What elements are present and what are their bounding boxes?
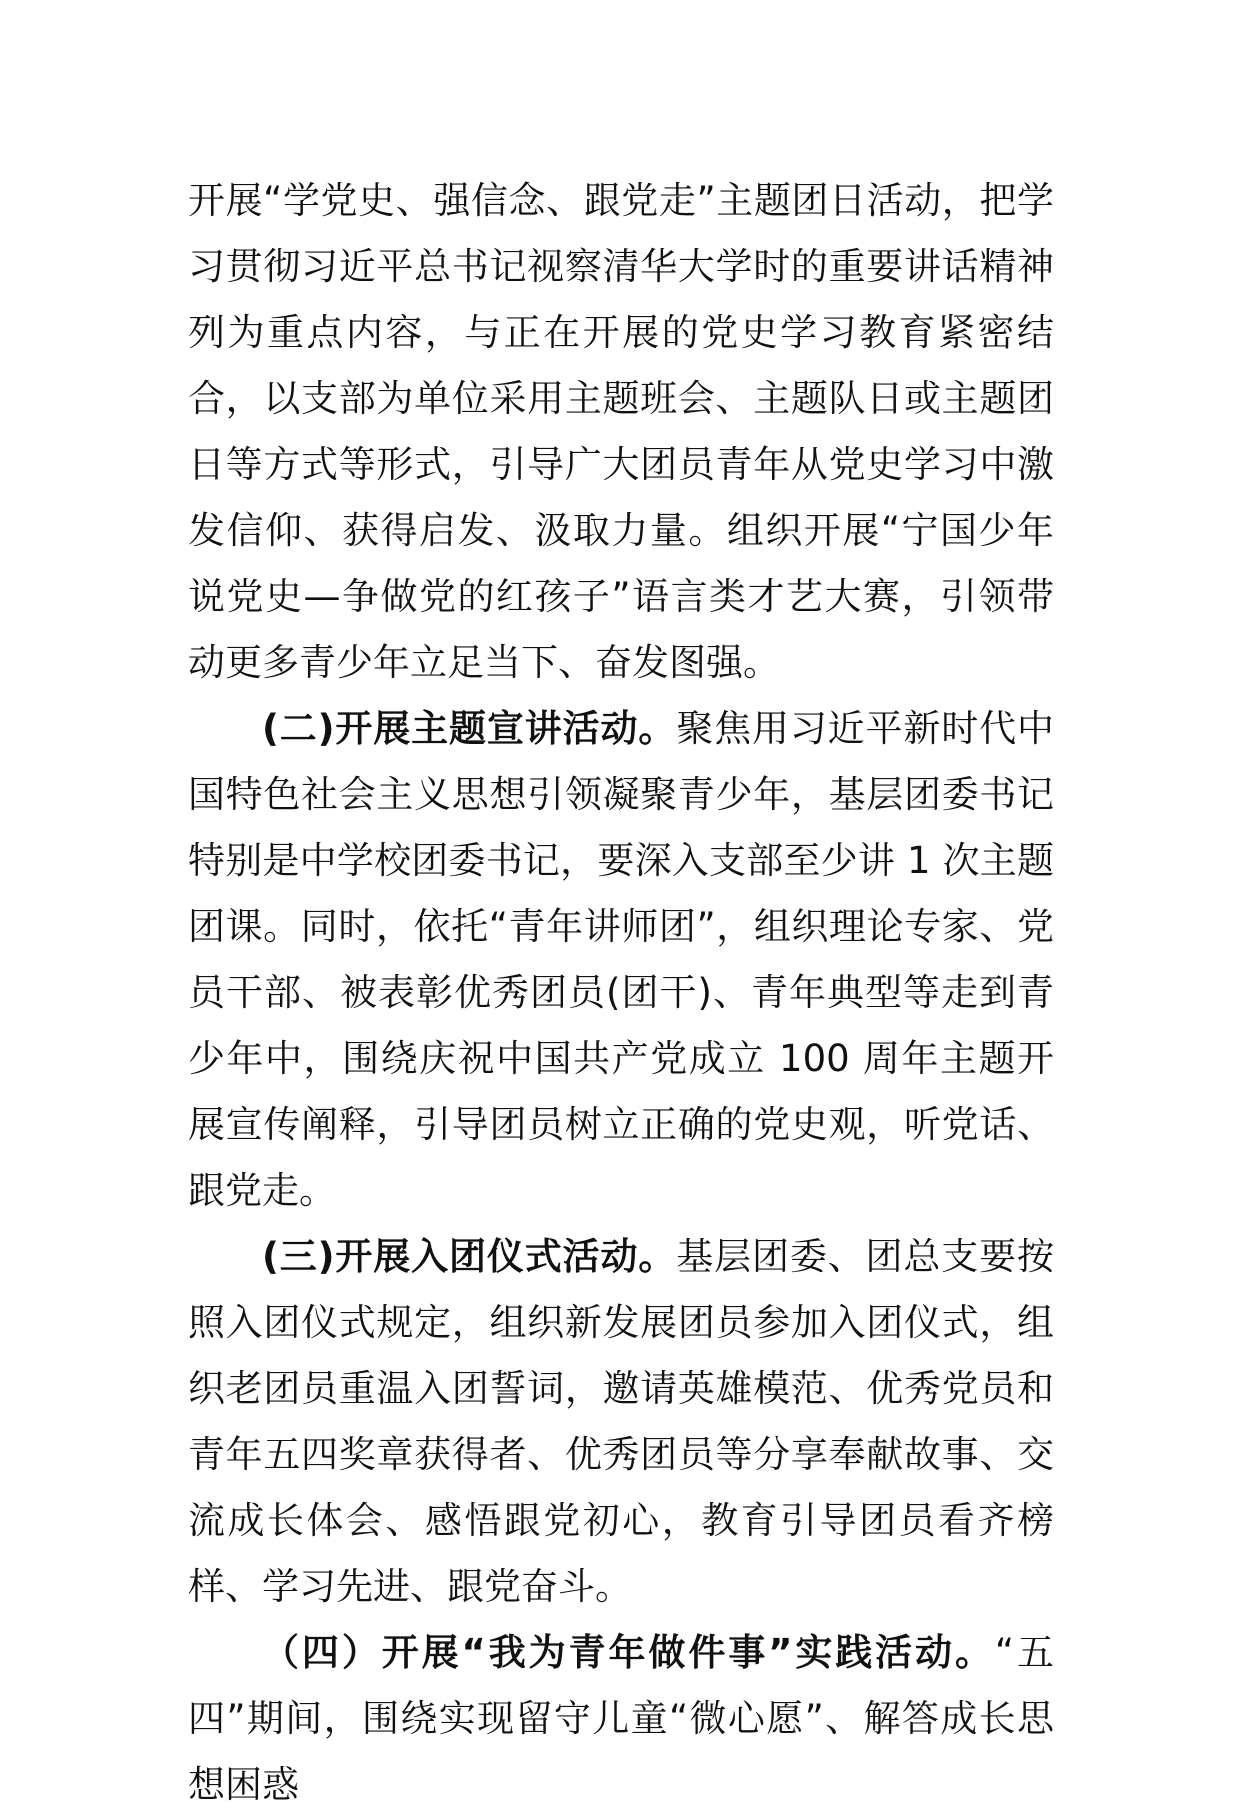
section-4-paragraph [188,1620,1054,1818]
intro-paragraph [188,168,1054,696]
section-2-heading: (二)开展主题宣讲活动。 [262,707,677,750]
section-3-paragraph [188,1224,1054,1620]
section-3-body: 基层团委、团总支要按照入团仪式规定，组织新发展团员参加入团仪式，组织老团员重温入团誓词，邀请英雄模范、优秀党员和青年五四奖章获得者、优秀团员等分享奉献故事、交流成长体会、感悟跟党初心，教育引导团员看齐榜样、学习先进、跟党奋斗。 [188,1235,1055,1608]
section-2-paragraph [188,696,1054,1224]
section-4-heading: （四）开展“我为青年做件事”实践活动。 [262,1631,995,1674]
intro-paragraph-text: 开展“学党史、强信念、跟党走”主题团日活动，把学习贯彻习近平总书记视察清华大学时的重要讲话精神列为重点内容，与正在开展的党史学习教育紧密结合，以支部为单位采用主题班会、主题队日或主题团日等方式等形式，引导广大团员青年从党史学习中激发信仰、获得启发、汲取力量。组织开展“宁国少年说党史—争做党的红孩子”语言类才艺大赛，引领带动更多青少年立足当下、奋发图强。 [188,179,1054,684]
section-4-body: “五四”期间，围绕实现留守儿童“微心愿”、解答成长思想困惑 [188,1631,1054,1806]
document-body [188,168,1054,1818]
section-3-heading: (三)开展入团仪式活动。 [262,1235,677,1278]
section-2-body: 聚焦用习近平新时代中国特色社会主义思想引领凝聚青少年，基层团委书记特别是中学校团委书记，要深入支部至少讲 1 次主题团课。同时，依托“青年讲师团”，组织理论专家、党员干部、被表彰优秀团员(团干)、青年典型等走到青少年中，围绕庆祝中国共产党成立 100 周年主题开展宣传阐释，引导团员树立正确的党史观，听党话、跟党走。 [188,707,1055,1212]
